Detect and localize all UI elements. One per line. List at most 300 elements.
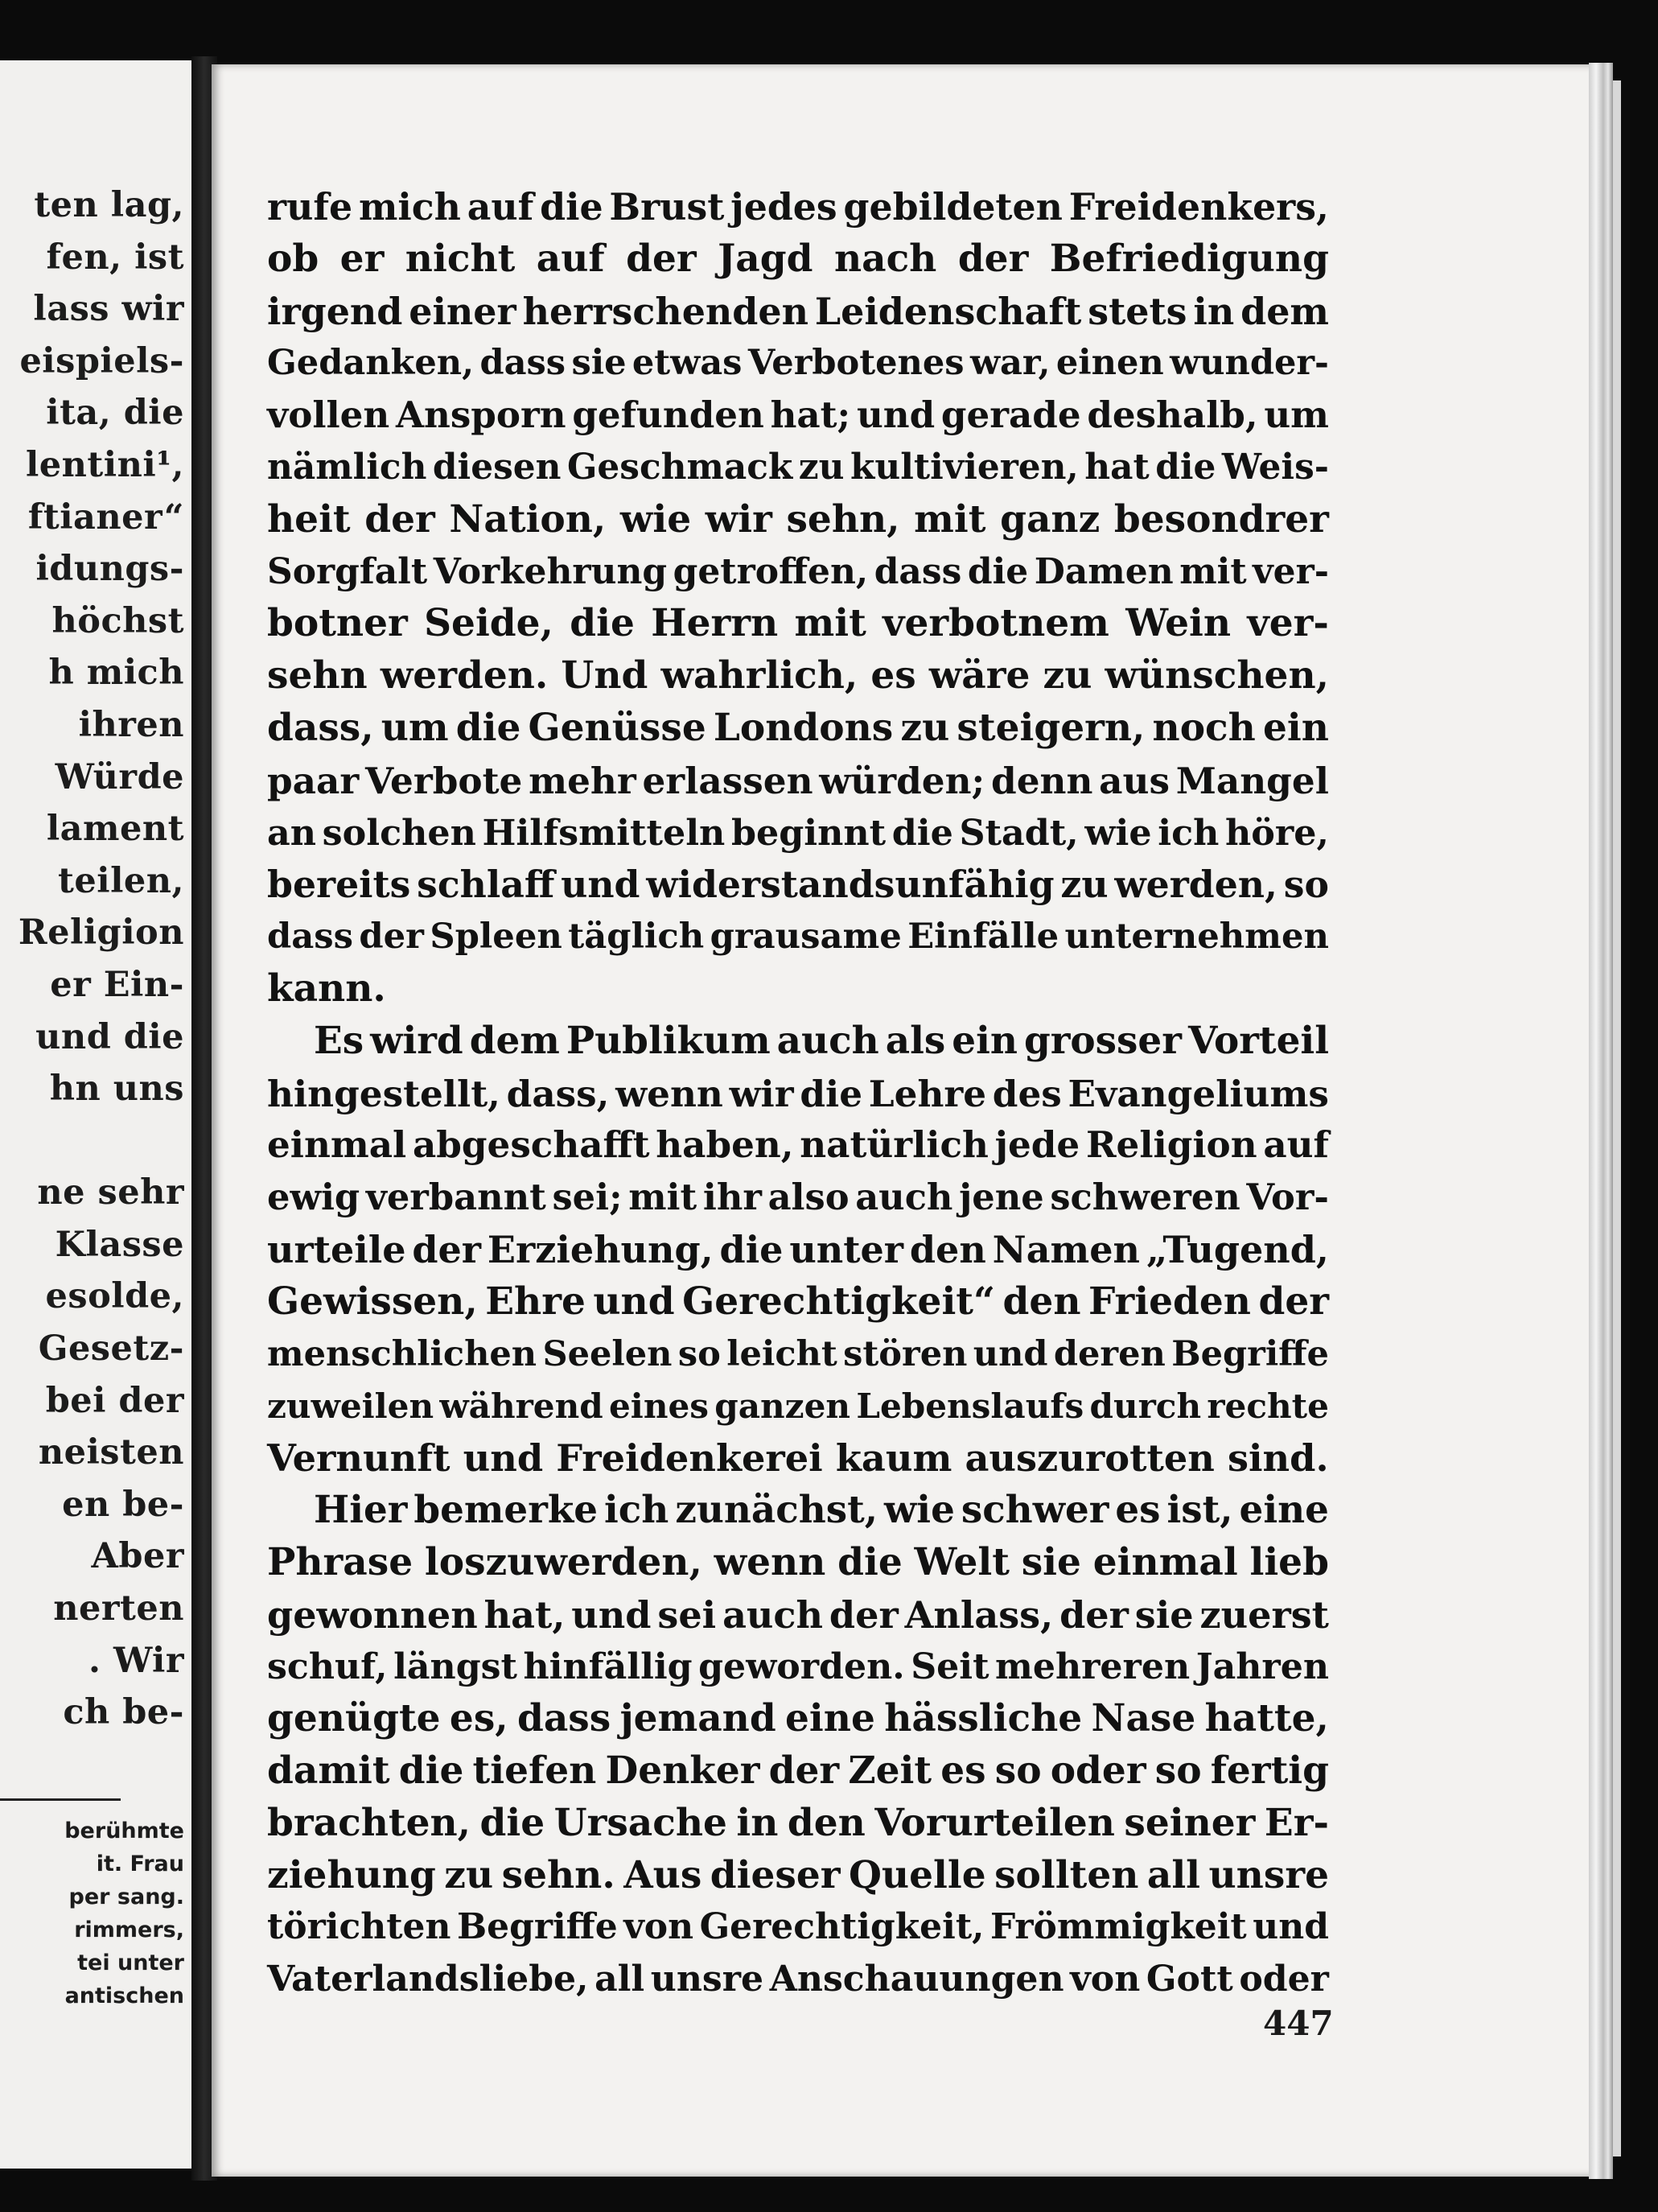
word: besondrer (1113, 496, 1329, 542)
word: zu (1043, 653, 1092, 698)
word: wir (729, 1071, 794, 1115)
word: Phrase (267, 1539, 413, 1584)
word: in (736, 1800, 779, 1845)
word: rufe (267, 185, 353, 229)
word: dem (469, 1018, 560, 1063)
text-line (267, 1224, 1329, 1276)
word: lieb (1249, 1539, 1329, 1584)
word: auf (1263, 1123, 1329, 1167)
facing-page (0, 60, 195, 2169)
word: jene (959, 1176, 1044, 1219)
footnote-rule (0, 1798, 121, 1801)
word: gerade (940, 393, 1081, 437)
word: auf (536, 236, 605, 281)
page-number: 447 (1263, 2004, 1334, 2043)
word: loszuwerden, (424, 1539, 702, 1584)
facing-page-line: Aber (91, 1536, 184, 1577)
word: einmal (267, 1123, 407, 1167)
word: jemand (619, 1696, 776, 1741)
facing-page-line: teilen, (58, 860, 184, 901)
word: Seide, (424, 601, 553, 646)
word: haben, (656, 1123, 794, 1167)
word: und (1253, 1906, 1329, 1948)
word: ziehung (267, 1852, 436, 1897)
word: rechte (1207, 1386, 1329, 1427)
word: ist, (1166, 1487, 1233, 1532)
facing-page-line: esolde, (45, 1276, 184, 1317)
word: brachten, (267, 1800, 471, 1845)
text-line-content: kann. (267, 966, 386, 1011)
facing-page-line: und die (35, 1016, 184, 1057)
word: Londons (713, 705, 894, 750)
facing-page-line: hn uns (49, 1069, 184, 1110)
word: während (439, 1386, 603, 1427)
word: Begriffe (456, 1906, 618, 1948)
word: der (412, 1227, 482, 1271)
word: werden, (1114, 863, 1277, 907)
word: in (1193, 289, 1235, 333)
word: die (800, 1071, 863, 1115)
word: Und (561, 653, 648, 698)
text-line (267, 1537, 1329, 1589)
word: die (719, 1227, 784, 1271)
facing-page-line: ihren (78, 704, 184, 745)
word: den (909, 1227, 986, 1271)
word: unternehmen (1064, 916, 1329, 958)
word: dass (267, 916, 354, 958)
facing-page-footnote-line: rimmers, (74, 1917, 184, 1942)
word: Publikum (566, 1018, 771, 1063)
text-line (267, 911, 1329, 963)
word: Seit (911, 1646, 989, 1688)
word: denn (991, 758, 1093, 802)
word: „Tugend, (1146, 1227, 1329, 1271)
text-line-content: Vernunft und Freidenkerei kaum auszurotten sind. (267, 1436, 1329, 1481)
word: menschlichen (267, 1333, 537, 1374)
word: dass (516, 1696, 611, 1741)
word: getroffen, (673, 550, 869, 592)
word: ganz (1000, 496, 1101, 542)
word: verbotnem (882, 601, 1109, 646)
word: zu (1060, 863, 1109, 907)
word: gewonnen (267, 1592, 478, 1637)
word: Religion (1085, 1123, 1257, 1167)
word: mehr (529, 758, 636, 802)
text-line (267, 1693, 1329, 1745)
facing-page-line: h mich (48, 653, 184, 694)
word: oder (1239, 1959, 1329, 2000)
word: wäre (928, 653, 1031, 698)
facing-page-line: lentini¹, (25, 444, 184, 485)
word: eines (609, 1386, 709, 1427)
text-line (267, 859, 1329, 911)
word: leicht (726, 1333, 837, 1374)
word: ein (952, 1018, 1018, 1063)
word: so (677, 1333, 721, 1374)
word: hässliche (884, 1696, 1083, 1741)
text-line (267, 650, 1329, 702)
word: natürlich (800, 1123, 989, 1167)
word: schwer (961, 1487, 1109, 1532)
word: und (571, 1592, 652, 1637)
facing-page-line: ten lag, (34, 185, 184, 225)
word: einmal (1092, 1539, 1238, 1584)
word: hingestellt, (267, 1071, 500, 1115)
word: Sorgfalt (267, 550, 428, 592)
word: jede (994, 1123, 1080, 1167)
text-line (267, 755, 1329, 807)
word: auch (776, 1018, 879, 1063)
text-line (267, 389, 1329, 442)
word: ob (267, 236, 319, 281)
word: Begriffe (1171, 1333, 1329, 1374)
facing-page-line: ch be- (63, 1692, 184, 1733)
word: und (856, 393, 936, 437)
word: auch (855, 1176, 953, 1219)
word: der (957, 236, 1029, 281)
word: auf (467, 185, 534, 229)
word: sei; (552, 1176, 623, 1219)
word: widerstandsunfähig (646, 863, 1055, 907)
facing-page-line: Klasse (55, 1224, 184, 1265)
word: unter (789, 1227, 904, 1271)
facing-page-text (19, 179, 184, 1739)
word: unsre (650, 1959, 764, 2000)
word: schlaff (417, 863, 555, 907)
word: Nation, (449, 496, 607, 542)
facing-page-line: nerten (53, 1588, 184, 1629)
word: zuerst (1199, 1592, 1329, 1637)
text-line (267, 1798, 1329, 1850)
word: wir (705, 496, 772, 542)
word: sehn (267, 653, 368, 698)
facing-page-footnote-line: berühmte (64, 1819, 184, 1843)
word: mich (358, 185, 461, 229)
word: es, (449, 1696, 508, 1741)
word: höre, (1225, 811, 1329, 854)
word: ver- (1247, 601, 1329, 646)
word: ein (1262, 705, 1329, 750)
word: hinfällig (523, 1646, 693, 1688)
word: die (398, 1748, 464, 1793)
facing-page-line: . Wir (88, 1640, 184, 1681)
word: Jahren (1195, 1646, 1329, 1688)
word: beginnt (730, 811, 887, 854)
page-edge (1589, 63, 1613, 2179)
word: Gedanken, (267, 343, 475, 384)
word: durch (1089, 1386, 1202, 1427)
word: zu (444, 1852, 494, 1897)
word: die (570, 601, 635, 646)
word: Verbotenes (747, 343, 965, 384)
facing-page-line: lass wir (33, 289, 184, 330)
word: genügte (267, 1696, 441, 1741)
word: aus (1099, 758, 1170, 802)
text-line (267, 1745, 1329, 1798)
word: Gewissen, (267, 1279, 478, 1324)
word: sehn. (501, 1852, 615, 1897)
facing-page-footnote-line: it. Frau (96, 1852, 184, 1876)
word: Verbote (365, 758, 523, 802)
word: Vorteil (1187, 1018, 1329, 1063)
word: und (973, 1333, 1048, 1374)
word: so (1154, 1748, 1202, 1793)
text-line (267, 1380, 1329, 1432)
word: kultivieren, (850, 446, 1079, 488)
word: Brust (609, 185, 725, 229)
word: dem (1240, 289, 1329, 333)
word: Stadt, (959, 811, 1079, 854)
text-line (267, 181, 1329, 233)
word: verbannt (365, 1176, 546, 1219)
word: täglich (568, 916, 705, 958)
facing-page-line: Gesetz- (38, 1328, 184, 1370)
word: zuweilen (267, 1386, 434, 1427)
word: die (479, 1800, 545, 1845)
word: bemerke (413, 1487, 599, 1532)
word: dass, (506, 1071, 610, 1115)
word: ich (1158, 811, 1220, 854)
facing-page-footnote-line: antischen (64, 1983, 184, 2008)
word: törichten (267, 1906, 451, 1948)
facing-page-line: ita, die (46, 393, 184, 434)
word: heit (267, 496, 351, 542)
text-line (267, 1068, 1329, 1120)
word: Damen (1034, 550, 1174, 592)
word: Seelen (542, 1333, 673, 1374)
word: es (940, 1748, 986, 1793)
word: und (561, 863, 640, 907)
word: hatte, (1204, 1696, 1329, 1741)
text-line (267, 1328, 1329, 1381)
text-line (267, 1641, 1329, 1693)
facing-page-line: lament (46, 809, 184, 850)
word: schuf, (267, 1646, 388, 1688)
word: vollen (267, 393, 390, 437)
word: mit (1179, 550, 1247, 592)
word: etwas (632, 343, 743, 384)
facing-page-footnote-line: per sang. (68, 1885, 184, 1909)
word: oder (1050, 1748, 1146, 1793)
word: auch (722, 1592, 823, 1637)
text-line (267, 1432, 1329, 1485)
word: all (594, 1959, 645, 2000)
word: all (1146, 1852, 1201, 1897)
word: Lebenslaufs (856, 1386, 1084, 1427)
word: Wein (1125, 601, 1232, 646)
text-line (267, 233, 1329, 286)
word: die (540, 185, 603, 229)
word: stören (843, 1333, 968, 1374)
word: mit (628, 1176, 697, 1219)
word: Denker (605, 1748, 760, 1793)
word: noch (1152, 705, 1256, 750)
word: sei (657, 1592, 717, 1637)
word: die (455, 705, 521, 750)
word: Evangeliums (1068, 1071, 1329, 1115)
word: herrschenden (522, 289, 808, 333)
word: Quelle (848, 1852, 986, 1897)
word: Hier (314, 1487, 408, 1532)
word: den (787, 1800, 866, 1845)
word: wie (619, 496, 692, 542)
text-line (267, 337, 1329, 389)
word: der (1258, 1279, 1329, 1324)
word: erlassen (642, 758, 813, 802)
word: stets (1088, 289, 1187, 333)
word: ver- (1253, 550, 1329, 592)
word: nicht (405, 236, 516, 281)
text-line (267, 1119, 1329, 1172)
text-line (267, 1850, 1329, 1902)
word: Ursache (553, 1800, 727, 1845)
facing-page-line: Würde (55, 756, 184, 797)
word: solchen (322, 811, 476, 854)
text-line (267, 1485, 1329, 1537)
word: zu (798, 446, 845, 488)
word: der (1059, 1592, 1129, 1637)
word: Frömmigkeit (989, 1906, 1247, 1948)
word: der (364, 496, 435, 542)
facing-page-line: ftianer“ (27, 496, 184, 538)
word: mit (794, 601, 866, 646)
word: urteile (267, 1227, 406, 1271)
word: Jagd (718, 236, 813, 281)
word: jedes (730, 185, 837, 229)
word: irgend (267, 289, 403, 333)
word: gefunden (572, 393, 764, 437)
text-line (267, 546, 1329, 599)
word: nach (833, 236, 937, 281)
word: werden. (380, 653, 549, 698)
facing-page-line: höchst (51, 600, 184, 641)
word: also (767, 1176, 850, 1219)
word: Ehre (485, 1279, 586, 1324)
word: die (891, 811, 953, 854)
word: ich (604, 1487, 669, 1532)
facing-page-line: fen, ist (46, 237, 184, 278)
word: es (1115, 1487, 1161, 1532)
word: wenn (615, 1071, 723, 1115)
text-line (267, 494, 1329, 546)
word: Vor- (1246, 1176, 1329, 1219)
word: Erziehung, (487, 1227, 714, 1271)
word: Herrn (651, 601, 779, 646)
word: Aus (623, 1852, 702, 1897)
facing-page-line: bei der (45, 1380, 184, 1421)
word: deshalb, (1087, 393, 1258, 437)
facing-page-line: Religion (18, 912, 184, 954)
word: als (885, 1018, 946, 1063)
word: ihr (702, 1176, 762, 1219)
word: sie (571, 343, 627, 384)
word: Einfälle (907, 916, 1059, 958)
facing-page-line: en be- (62, 1484, 184, 1525)
word: längst (393, 1646, 517, 1688)
word: eine (1239, 1487, 1329, 1532)
facing-page-footnotes (64, 1814, 184, 2012)
word: wenn (714, 1539, 826, 1584)
word: die (837, 1539, 903, 1584)
word: so (1283, 863, 1329, 907)
word: eine (785, 1696, 875, 1741)
text-line (267, 702, 1329, 755)
word: um (381, 705, 449, 750)
word: Weis- (1221, 446, 1329, 488)
word: sie (1021, 1539, 1081, 1584)
word: tiefen (472, 1748, 597, 1793)
word: Nase (1091, 1696, 1196, 1741)
word: Vorkehrung (433, 550, 668, 592)
word: die (967, 550, 1029, 592)
word: gebildeten (843, 185, 1063, 229)
word: um (1264, 393, 1329, 437)
word: hat; (770, 393, 851, 437)
word: er (339, 236, 385, 281)
word: hat, (483, 1592, 566, 1637)
word: dass (874, 550, 962, 592)
facing-page-footnote-line: tei unter (77, 1950, 184, 1975)
page-body-text (267, 181, 1329, 2006)
word: wird (370, 1018, 463, 1063)
word: und (593, 1279, 675, 1324)
facing-page-line: er Ein- (50, 964, 184, 1005)
word: Gerechtigkeit“ (682, 1279, 996, 1324)
word: damit (267, 1748, 390, 1793)
word: den (1002, 1279, 1081, 1324)
word: die (1155, 446, 1216, 488)
text-line (267, 1954, 1329, 2006)
page-edge-inner (1613, 80, 1621, 2156)
word: Anschauungen (769, 1959, 1064, 2000)
word: Anlass, (904, 1592, 1054, 1637)
word: dass (479, 343, 566, 384)
text-line (267, 598, 1329, 650)
facing-page-line: eispiels- (19, 340, 184, 381)
word: zunächst, (675, 1487, 878, 1532)
text-line (267, 1589, 1329, 1641)
text-line (267, 963, 1329, 1015)
word: Lehre (868, 1071, 987, 1115)
word: grosser (1023, 1018, 1182, 1063)
word: Frieden (1088, 1279, 1251, 1324)
word: wahrlich, (660, 653, 858, 698)
word: unsre (1208, 1852, 1329, 1897)
word: nämlich (267, 446, 427, 488)
text-line (267, 807, 1329, 859)
word: Ansporn (395, 393, 566, 437)
facing-page-line: neisten (38, 1432, 184, 1473)
facing-page-line: ne sehr (37, 1172, 184, 1213)
word: würden; (819, 758, 985, 802)
word: fertig (1210, 1748, 1329, 1793)
word: Welt (914, 1539, 1010, 1584)
word: sollten (994, 1852, 1139, 1897)
word: seiner (1124, 1800, 1256, 1845)
word: von (1070, 1959, 1141, 2000)
word: steigern, (957, 705, 1146, 750)
word: geworden. (698, 1646, 905, 1688)
word: Vaterlandsliebe, (267, 1959, 589, 2000)
word: dass, (267, 705, 374, 750)
word: Geschmack (566, 446, 793, 488)
word: es (870, 653, 916, 698)
word: so (994, 1748, 1042, 1793)
word: Gerechtigkeit, (699, 1906, 985, 1948)
word: einen (1055, 343, 1164, 384)
word: mit (914, 496, 986, 542)
word: sehn, (786, 496, 900, 542)
